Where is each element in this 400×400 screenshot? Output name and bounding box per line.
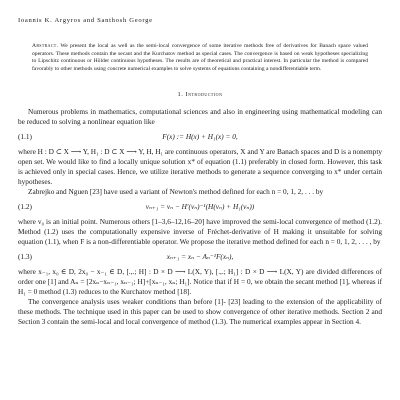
equation-body: vₙ₊₁ = vₙ − H′(vₙ)⁻¹(H(vₙ) + H₁(vₙ)) [145, 202, 255, 212]
abstract-text: We present the local as well as the semi-local convergence of some iterative methods free of derivatives for Banach space valued operators. These methods contain the secant and the Kurchatov method as special cases. The convergence is based on weak hypotheses specializing to Lipschitz continuous or Hölder continuous hypotheses. The results are of theoretical and practical interest. In particular the method is compared favorably to other methods using concrete numerical examples to solve systems of equations containing a nondifferentiable term. [32, 43, 368, 73]
equation-number: (1.3) [18, 252, 32, 262]
paragraph-5: where x₋₁, x₀ ∈ D, 2x₀ − x₋₁ ∈ D, [.,.; H] : D × D ⟶ L(X, Y), [.,.; H₁] : D × D ⟶ L(X, Y) are divided differences of order one [1] and Aₙ = [2xₙ−xₙ₋₁, xₙ₋₁; H]+[xₙ₋₁, xₙ; H₁]. Notice that if H = 0, we obtain the secant method [1], whereas if H₁ = 0 method (1.3) reduces to the Kurchatov method [18]. [18, 266, 382, 296]
running-head: Ioannis K. Argyros and Santhosh George [18, 17, 153, 24]
paragraph-1: Numerous problems in mathematics, computational sciences and also in engineering using mathematical modeling can be reduced to solving a nonlinear equation like [18, 106, 382, 126]
paragraph-6: The convergence analysis uses weaker conditions than before [1]- [23] leading to the extension of the applicability of these methods. The technique used in this paper can be used to show convergence of other iterative methods. Section 2 and Section 3 contain the semi-local and local convergence of method (1.3). The numerical examples appear in Section 4. [18, 296, 382, 326]
section-title: 1. Introduction [177, 90, 223, 98]
abstract-label: Abstract. [32, 43, 59, 49]
equation-body: F(x) := H(x) + H₁(x) = 0, [162, 132, 238, 142]
abstract [32, 43, 368, 74]
equation-number: (1.2) [18, 202, 32, 212]
paragraph-2: where H : D ⊂ X ⟶ Y, H₁ : D ⊂ X ⟶ Y, H, H₁ are continuous operators, X and Y are Banach spaces and D is a nonempty open set. We would like to find a locally unique solution x* of equation (1.1) preferably in closed form. However, this task is achieved only in special cases. Hence, we utilize iterative methods to generate a sequence converging to x* under certain hypotheses. [18, 146, 382, 186]
paragraph-4: where v₀ is an initial point. Numerous others [1–3,6–12,16–20] have improved the semi-local convergence of method (1.2). Method (1.2) uses the computationally expensive inverse of Fréchet-derivative of H making it unsuitable for solving equation (1.1), when F is a non-differentiable operator. We propose the iterative method defined for each n = 0, 1, 2, . . . , by [18, 216, 382, 246]
equation-1-3 [18, 250, 382, 264]
paper-page [18, 16, 382, 327]
equation-1-2 [18, 200, 382, 214]
equation-number: (1.1) [18, 132, 32, 142]
paragraph-3: Zabrejko and Nguen [23] have used a variant of Newton's method defined for each n = 0, 1, 2, . . . by [28, 186, 324, 196]
equation-1-1 [18, 130, 382, 144]
equation-body: xₙ₊₁ = xₙ − Aₙ⁻¹F(xₙ), [166, 252, 234, 262]
